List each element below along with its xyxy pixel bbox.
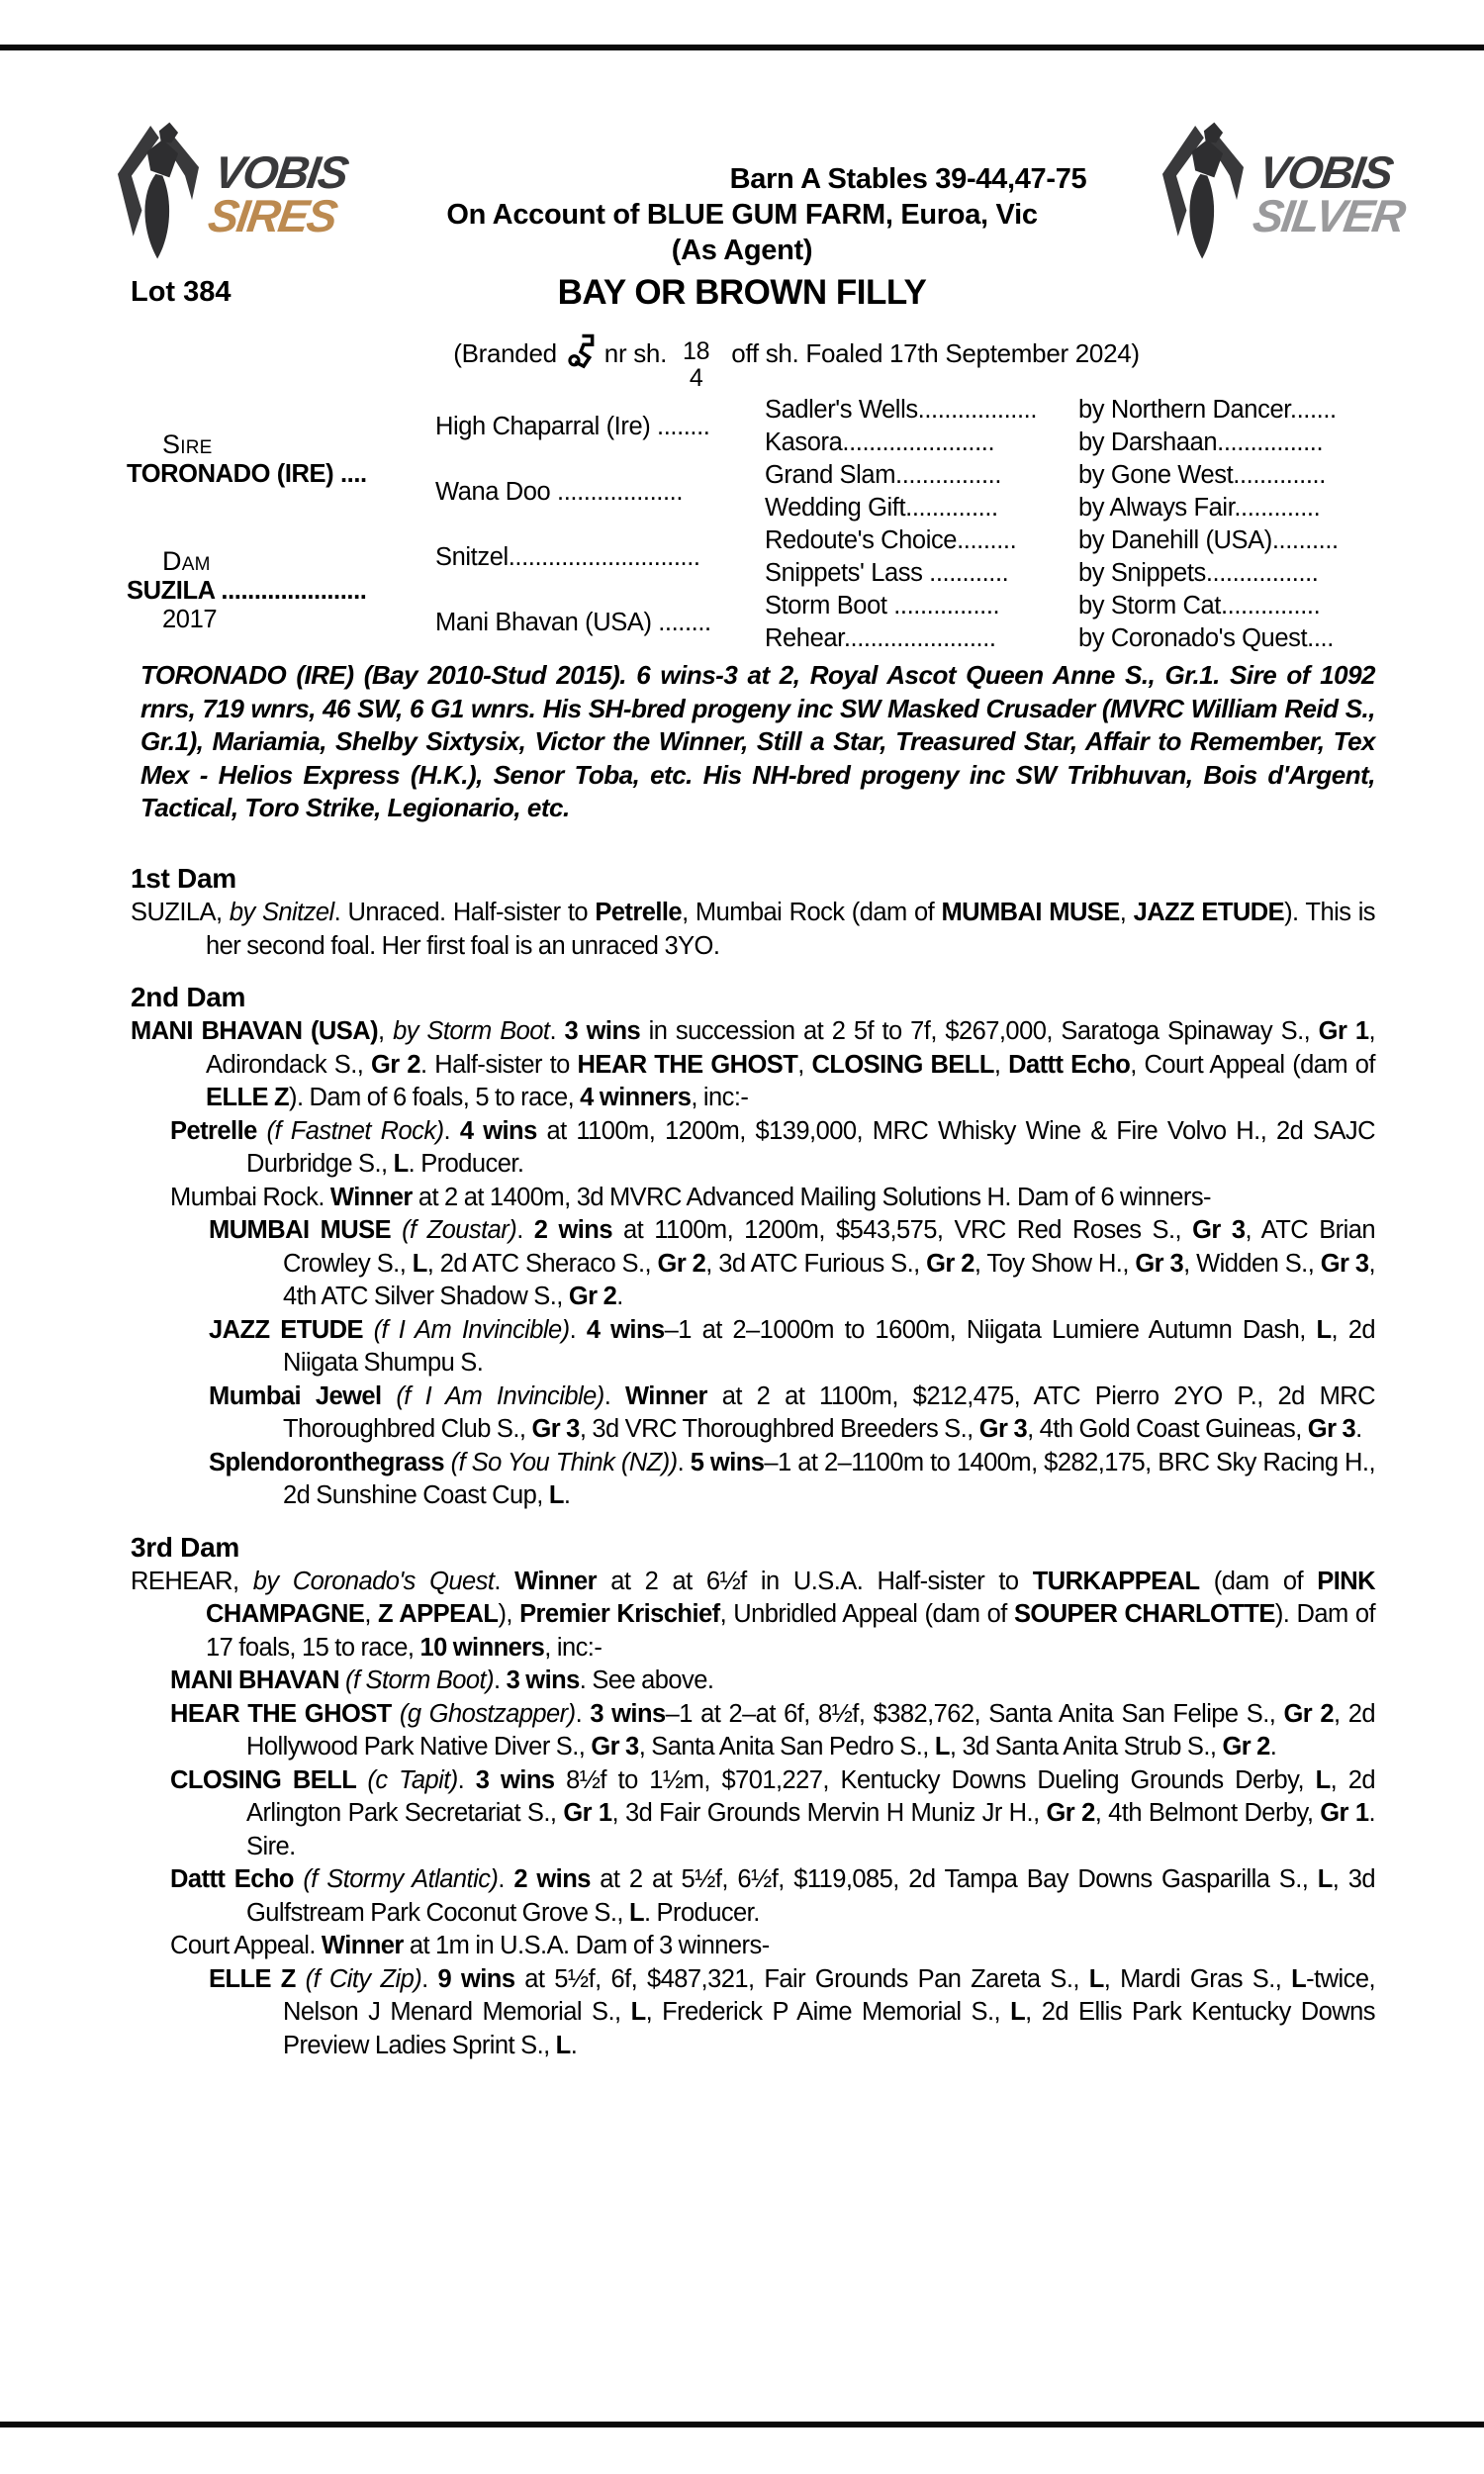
gen3-name: Kasora....................... [765,428,995,456]
brand-number-bottom: 4 [689,364,703,392]
pedigree-paragraph: REHEAR, by Coronado's Quest. Winner at 2 at 6½f in U.S.A. Half-sister to TURKAPPEAL (dam of PINK CHAMPAGNE, Z APPEAL), Premier Krischief, Unbridled Appeal (dam of SOUPER CHARLOTTE). Dam of 17 foals, 15 to race, 10 winners, inc:- [131,1567,1375,1662]
dam-name: SUZILA ...................... [127,576,367,605]
branded-suffix: off sh. Foaled 17th September 2024) [731,337,1140,368]
account-line: On Account of BLUE GUM FARM, Euroa, Vic [446,199,1038,231]
vobis-word: VOBIS [1255,145,1395,198]
gen3-name: Snippets' Lass ............ [765,559,1009,587]
gen3-by: by Danehill (USA).......... [1078,526,1339,554]
brand-number-top: 18 [683,337,710,365]
barn-line: Barn A Stables 39-44,47-75 [729,163,1087,195]
consignor-block [0,161,1484,268]
gen3-by: by Northern Dancer....... [1078,396,1337,424]
sire-name: TORONADO (IRE) .... [127,460,367,488]
page-title: BAY OR BROWN FILLY [557,273,927,312]
sire-label: Sire [162,429,213,459]
gen2-sire-sire: High Chaparral (Ire) ........ [435,412,710,440]
pedigree-paragraph: MANI BHAVAN (USA), by Storm Boot. 3 wins in succession at 2 5f to 7f, $267,000, Saratoga Spinaway S., Gr 1, Adirondack S., Gr 2. Half-sister to HEAR THE GHOST, CLOSING BELL, Dattt Echo, Court Appeal (dam of ELLE Z). Dam of 6 foals, 5 to race, 4 winners, inc:- [131,1017,1376,1111]
lot-number: Lot 384 [131,276,232,308]
section-heading-2nd-dam: 2nd Dam [131,982,246,1012]
pedigree-paragraph: Petrelle (f Fastnet Rock). 4 wins at 1100m, 1200m, $139,000, MRC Whisky Wine & Fire Volvo H., 2d SAJC Durbridge S., L. Producer. [170,1116,1375,1178]
pedigree-paragraph: HEAR THE GHOST (g Ghostzapper). 3 wins–1 at 2–at 6f, 8½f, $382,762, Santa Anita San Felipe S., Gr 2, 2d Hollywood Park Native Diver S., Gr 3, Santa Anita San Pedro S., L, 3d Santa Anita Strub S., Gr 2. [170,1699,1375,1760]
pedigree-paragraph: MUMBAI MUSE (f Zoustar). 2 wins at 1100m, 1200m, $543,575, VRC Red Roses S., Gr 3, ATC Brian Crowley S., L, 2d ATC Sheraco S., Gr 2, 3d ATC Furious S., Gr 2, Toy Show H., Gr 3, Widden S., Gr 3, 4th ATC Silver Shadow S., Gr 2. [209,1216,1375,1310]
gen3-name: Storm Boot ................ [765,592,1000,619]
gen3-by: by Always Fair............. [1078,494,1321,522]
section-3rd-dam [131,1566,1375,2063]
sire-cell [127,394,435,524]
sires-word: SIRES [205,190,339,241]
pedigree-paragraph: CLOSING BELL (c Tapit). 3 wins 8½f to 1½m, $701,227, Kentucky Downs Dueling Grounds Derby, L, 2d Arlington Park Secretariat S., Gr 1, 3d Fair Grounds Mervin H Muniz Jr H., Gr 2, 4th Belmont Derby, Gr 1. Sire. [170,1765,1376,1860]
section-2nd-dam [131,1015,1375,1513]
gen3-name: Grand Slam................ [765,461,1002,489]
gen3-by: by Storm Cat............... [1078,592,1321,619]
gen3-name: Wedding Gift.............. [765,494,998,522]
pedigree-paragraph: Splendoronthegrass (f So You Think (NZ)). 5 wins–1 at 2–1100m to 1400m, $282,175, BRC Sky Racing H., 2d Sunshine Coast Cup, L. [209,1448,1375,1509]
pedigree-paragraph: MANI BHAVAN (f Storm Boot). 3 wins. See above. [170,1666,714,1694]
dam-year: 2017 [162,605,218,633]
vobis-word: VOBIS [211,145,350,198]
dam-cell [127,524,435,655]
sire-summary: TORONADO (IRE) (Bay 2010-Stud 2015). 6 wins-3 at 2, Royal Ascot Queen Anne S., Gr.1. Sire of 1092 rnrs, 719 wnrs, 46 SW, 6 G1 wnrs. His SH-bred progeny inc SW Masked Crusader (MVRC William Reid S., Gr.1), Mariamia, Shelby Sixtysix, Victor the Winner, Still a Star, Treasured Star, Affair to Remember, Tex Mex - Helios Express (H.K.), Senor Toba, etc. His NH-bred progeny inc SW Tribhuvan, Bois d'Argent, Tactical, Toro Strike, Legionario, etc. [140,660,1375,822]
pedigree-table [127,394,1375,655]
branded-mid: nr sh. [603,337,668,368]
gen3-by: by Darshaan................ [1078,428,1324,456]
brand-numbers [683,338,709,392]
gen3-name: Redoute's Choice......... [765,526,1017,554]
dam-sections [131,861,1375,2062]
pedigree-paragraph: JAZZ ETUDE (f I Am Invincible). 4 wins–1 at 2–1000m to 1600m, Niigata Lumiere Autumn Dash, L, 2d Niigata Shumpu S. [209,1315,1375,1377]
pedigree-paragraph: SUZILA, by Snitzel. Unraced. Half-sister to Petrelle, Mumbai Rock (dam of MUMBAI MUSE, JAZZ ETUDE). This is her second foal. Her first foal is an unraced 3YO. [131,899,1376,960]
gen3-name: Rehear....................... [765,624,996,652]
section-1st-dam [131,897,1375,963]
gen3-by: by Coronado's Quest.... [1078,624,1334,652]
lot-row [0,273,1484,315]
gen2-dam-sire: Snitzel............................. [435,542,700,571]
pedigree-paragraph: Dattt Echo (f Stormy Atlantic). 2 wins at 2 at 5½f, 6½f, $119,085, 2d Tampa Bay Downs Gasparilla S., L, 3d Gulfstream Park Coconut Grove S., L. Producer. [170,1865,1375,1927]
bottom-rule [0,2422,1484,2427]
gen3-name: Sadler's Wells.................. [765,396,1038,424]
branded-line [54,327,1484,392]
agent-line: (As Agent) [671,235,813,266]
gen3-by: by Snippets................. [1078,559,1319,587]
gen2-sire-dam: Wana Doo ................... [435,477,684,506]
section-heading-3rd-dam: 3rd Dam [131,1531,239,1563]
dam-label: Dam [162,545,211,576]
section-heading-1st-dam: 1st Dam [131,863,236,894]
pedigree-paragraph: Mumbai Rock. Winner at 2 at 1400m, 3d MVRC Advanced Mailing Solutions H. Dam of 6 winners- [170,1183,1211,1211]
pedigree-paragraph: Mumbai Jewel (f I Am Invincible). Winner at 2 at 1100m, $212,475, ATC Pierro 2YO P., 2d MRC Thoroughbred Club S., Gr 3, 3d VRC Thoroughbred Breeders S., Gr 3, 4th Gold Coast Guineas, Gr 3. [209,1381,1375,1443]
gen3-by: by Gone West.............. [1078,461,1326,489]
silver-word: SILVER [1250,190,1408,241]
top-rule [0,45,1484,50]
gen2-dam-dam: Mani Bhavan (USA) ........ [435,608,711,636]
brand-symbol-icon [565,333,597,374]
branded-prefix: (Branded [453,337,557,368]
pedigree-paragraph: ELLE Z (f City Zip). 9 wins at 5½f, 6f, $487,321, Fair Grounds Pan Zareta S., L, Mardi Gras S., L-twice, Nelson J Menard Memorial S., L, Frederick P Aime Memorial S., L, 2d Ellis Park Kentucky Downs Preview Ladies Sprint S., L. [209,1964,1375,2059]
pedigree-paragraph: Court Appeal. Winner at 1m in U.S.A. Dam of 3 winners- [170,1932,770,1959]
